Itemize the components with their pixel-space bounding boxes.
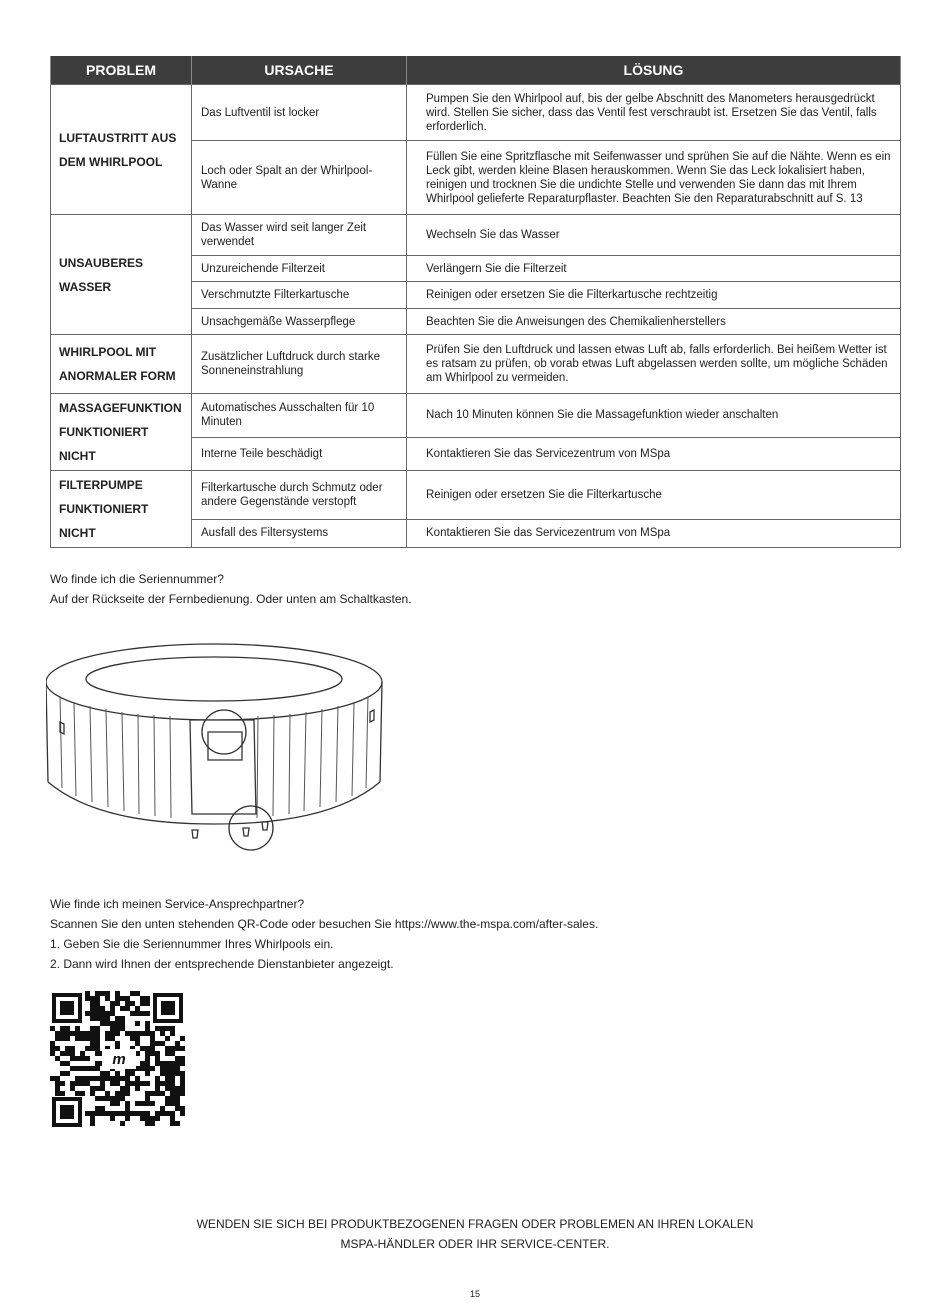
qr-finder-bottom-left (52, 1097, 82, 1127)
service-step-2: 2. Dann wird Ihnen der entsprechende Dienstanbieter angezeigt. (50, 957, 394, 971)
table-row (51, 85, 901, 141)
table-row (51, 394, 901, 438)
footer-line: WENDEN SIE SICH BEI PRODUKTBEZOGENEN FRAGEN ODER PROBLEMEN AN IHREN LOKALEN (196, 1217, 754, 1231)
spa-top-rim (46, 644, 382, 720)
spa-foot (262, 822, 268, 830)
solution-cell: Reinigen oder ersetzen Sie die Filterkartusche rechtzeitig (407, 282, 901, 309)
solution-cell: Beachten Sie die Anweisungen des Chemikalienherstellers (407, 309, 901, 335)
cause-cell: Verschmutzte Filterkartusche (192, 282, 407, 309)
spa-foot (192, 830, 198, 838)
qr-code[interactable] (50, 991, 185, 1129)
table-row (51, 215, 901, 256)
footer-notice (150, 1214, 800, 1254)
problem-line: DEM WHIRLPOOL (59, 154, 163, 169)
cause-cell: Loch oder Spalt an der Whirlpool-Wanne (192, 141, 407, 215)
problem-cell (51, 215, 192, 335)
problem-cell (51, 471, 192, 548)
solution-cell: Reinigen oder ersetzen Sie die Filterkartusche (407, 471, 901, 520)
qr-finder-top-left (52, 993, 82, 1023)
cause-cell: Automatisches Ausschalten für 10 Minuten (192, 394, 407, 438)
cause-cell: Ausfall des Filtersystems (192, 519, 407, 547)
problem-line: UNSAUBERES (59, 255, 144, 270)
solution-cell: Kontaktieren Sie das Servicezentrum von MSpa (407, 437, 901, 470)
problem-line: WHIRLPOOL MIT (59, 345, 157, 359)
troubleshooting-table (50, 56, 901, 548)
cause-cell: Unzureichende Filterzeit (192, 256, 407, 282)
header-problem: PROBLEM (51, 56, 192, 85)
spa-handle (370, 710, 374, 722)
solution-cell: Füllen Sie eine Spritzflasche mit Seifenwasser und sprühen Sie auf die Nähte. Wenn es ein Leck gibt, werden kleine Blasen herauskommen. Wenn Sie das Leck lokalisiert haben, reinigen und trocknen Sie die undichte Stelle und verwenden Sie dann das mit Ihrem Whirlpool gelieferte Reparaturpflaster. Beachten Sie den Reparaturabschnitt auf S. 13 (407, 141, 901, 215)
solution-cell: Wechseln Sie das Wasser (407, 215, 901, 256)
cause-cell: Unsachgemäße Wasserpflege (192, 309, 407, 335)
cause-cell: Interne Teile beschädigt (192, 437, 407, 470)
cause-cell: Zusätzlicher Luftdruck durch starke Sonneneinstrahlung (192, 335, 407, 394)
problem-cell (51, 335, 192, 394)
problem-line: MASSAGEFUNKTION (59, 401, 182, 415)
solution-cell: Pumpen Sie den Whirlpool auf, bis der gelbe Abschnitt des Manometers herausgedrückt wird. Stellen Sie sicher, dass das Ventil fest verschraubt ist. Ersetzen Sie das Ventil, falls erforderlich. (407, 85, 901, 141)
problem-line: FUNKTIONIERT NICHT (59, 425, 149, 463)
problem-line: FILTERPUMPE (59, 478, 143, 492)
page-number: 15 (469, 1289, 480, 1299)
footer-line: MSPA-HÄNDLER ODER IHR SERVICE-CENTER. (340, 1237, 610, 1251)
cause-cell: Das Luftventil ist locker (192, 85, 407, 141)
problem-line: FUNKTIONIERT NICHT (59, 502, 149, 540)
solution-cell: Nach 10 Minuten können Sie die Massagefunktion wieder anschalten (407, 394, 901, 438)
serial-answer: Auf der Rückseite der Fernbedienung. Oder unten am Schaltkasten. (50, 592, 412, 606)
cause-cell: Das Wasser wird seit langer Zeit verwendet (192, 215, 407, 256)
cause-cell: Filterkartusche durch Schmutz oder andere Gegenstände verstopft (192, 471, 407, 520)
service-step-1: 1. Geben Sie die Seriennummer Ihres Whirlpools ein. (50, 937, 334, 951)
service-intro: Scannen Sie den unten stehenden QR-Code oder besuchen Sie https://www.the-mspa.com/after-sales. (50, 917, 599, 931)
spa-foot (243, 828, 249, 836)
mspa-logo: m (112, 1051, 126, 1068)
table-row (51, 471, 901, 520)
spa-handle (60, 722, 64, 734)
problem-line: LUFTAUSTRITT AUS (59, 130, 177, 145)
header-cause: URSACHE (192, 56, 407, 85)
solution-cell: Prüfen Sie den Luftdruck und lassen etwas Luft ab, falls erforderlich. Bei heißem Wetter ist es ratsam zu prüfen, ob vorab etwas Luft abgelassen werden sollte, um mögliche Schäden am Whirlpool zu vermeiden. (407, 335, 901, 394)
solution-cell: Verlängern Sie die Filterzeit (407, 256, 901, 282)
header-solution: LÖSUNG (407, 56, 901, 85)
table-row (51, 335, 901, 394)
problem-line: WASSER (59, 279, 112, 294)
spa-illustration (46, 642, 391, 852)
problem-line: ANORMALER FORM (59, 369, 176, 383)
service-contact-section (50, 894, 598, 974)
qr-finder-top-right (153, 993, 183, 1023)
problem-cell (51, 85, 192, 215)
solution-cell: Kontaktieren Sie das Servicezentrum von MSpa (407, 519, 901, 547)
table-header-row (51, 56, 901, 85)
serial-number-section (50, 569, 412, 609)
problem-cell (51, 394, 192, 471)
service-question: Wie finde ich meinen Service-Ansprechpartner? (50, 897, 305, 911)
serial-question: Wo finde ich die Seriennummer? (50, 572, 224, 586)
spa-inner-opening (86, 657, 342, 701)
